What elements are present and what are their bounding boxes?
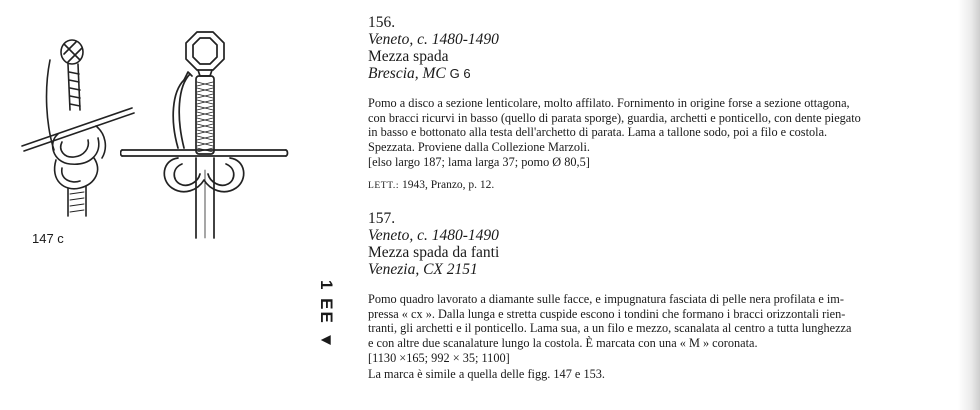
entry-dimensions: [elso largo 187; lama larga 37; pomo Ø 80,5] [368, 155, 590, 170]
entry-location-code: G 6 [449, 66, 471, 81]
description-line: Pomo quadro lavorato a diamante sulle facce, e impugnatura fasciata di pelle nera profilata e im- [368, 292, 844, 306]
description-line: tranti, gli archetti e il ponticello. Lama sua, a un filo e mezzo, scanalata al centro a tutta lunghezza [368, 321, 852, 336]
entry-number: 157. [368, 210, 396, 227]
literature-label: LETT.: [368, 180, 400, 191]
sword-hilt-front-view-icon [120, 20, 350, 240]
description-line: in basso e bottonato alla testa dell'archetto di parata. Lama a tallone sodo, poi a filo e costola. [368, 125, 828, 140]
description-line: Spezzata. Proviene dalla Collezione Marzoli. [368, 139, 590, 154]
description-line: Pomo a disco a sezione lenticolare, molto affilato. Fornimento in origine forse a sezione ottagona, [368, 96, 850, 110]
entry-description [368, 292, 958, 350]
entry-156 [368, 14, 958, 193]
entry-type: Mezza spada da fanti [368, 244, 500, 261]
entry-description [368, 96, 958, 154]
description-line: pressa « cx ». Dalla lunga e stretta cuspide escono i tondini che formano i bracci orizzontali rien- [368, 306, 846, 321]
entry-type: Mezza spada [368, 48, 449, 65]
margin-mark: 1 EE ▼ [317, 280, 336, 351]
literature-ref: 1943, Pranzo, p. 12. [402, 178, 495, 191]
entry-note: La marca è simile a quella delle figg. 147 e 153. [368, 366, 605, 381]
entry-origin: Veneto, c. 1480-1490 [368, 227, 499, 244]
description-line: con bracci ricurvi in basso (quello di parata sporge), guardia, archetti e ponticello, con dente piegato [368, 110, 861, 125]
entry-location-city: Brescia, MC [368, 65, 446, 82]
description-line: e con altre due scanalature lungo la costola. È marcata con una « M » coronata. [368, 335, 758, 350]
scan-shadow-edge [958, 0, 980, 410]
entry-location [368, 65, 958, 82]
entry-origin: Veneto, c. 1480-1490 [368, 31, 499, 48]
figure-caption: 147 c [32, 231, 64, 246]
entry-literature [368, 178, 958, 193]
entry-number: 156. [368, 14, 396, 31]
entry-location: Venezia, CX 2151 [368, 261, 478, 278]
entry-dimensions: [1130 ×165; 992 × 35; 1100] [368, 351, 510, 366]
entry-157 [368, 210, 958, 382]
